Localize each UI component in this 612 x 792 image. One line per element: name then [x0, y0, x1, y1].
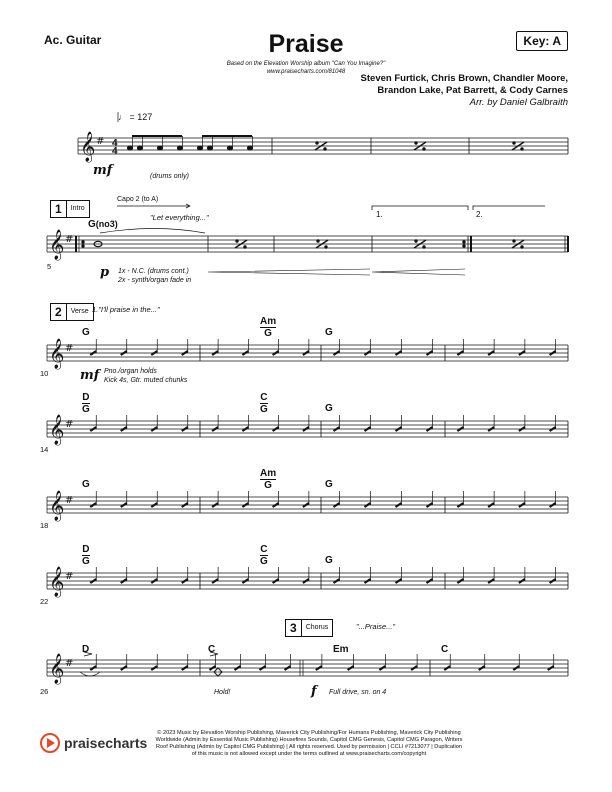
chorus-note: Full drive, sn. on 4 [329, 689, 387, 696]
time-signature-top: 4 [112, 138, 118, 149]
section-name: Chorus [302, 619, 334, 637]
second-ending-bracket [473, 206, 545, 210]
chorus-cue: "...Praise..." [356, 622, 396, 631]
chord-top: D [82, 544, 90, 555]
verse-chord [325, 404, 333, 414]
measure-number-26: 26 [40, 687, 49, 696]
crescendo-hairpin [372, 269, 465, 275]
section-name: Intro [67, 200, 90, 218]
notehead [227, 146, 232, 150]
dynamic-mf-1: mf [93, 163, 113, 178]
chord-top: D [82, 392, 90, 403]
repeat-dot [463, 245, 465, 247]
chord-bottom: G [82, 479, 90, 490]
treble-clef-icon: 𝄞 [49, 415, 65, 445]
verse-note-line-1: Pno./organ holds [104, 368, 157, 375]
play-logo-icon [40, 733, 60, 753]
verse-chord [82, 480, 90, 490]
notehead [207, 146, 212, 150]
chorus-chord-1: D [82, 644, 90, 655]
verse-chord [325, 556, 333, 566]
chord-top: Am [260, 468, 277, 479]
sharp-icon: # [65, 658, 74, 669]
chord-root: G [88, 219, 96, 230]
sharp-icon: # [65, 495, 74, 506]
chord-bottom: G [325, 403, 333, 414]
verse-chord [82, 393, 90, 415]
logo-text: praisecharts [64, 735, 148, 751]
praisecharts-logo[interactable] [40, 733, 147, 753]
section-verse [50, 303, 94, 321]
sharp-icon: # [65, 234, 74, 245]
hold-note: Hold! [214, 689, 231, 696]
chorus-chord-4: C [441, 644, 449, 655]
verse-chord [260, 317, 276, 339]
chord-bottom: G [264, 328, 272, 339]
verse-note [104, 368, 187, 385]
measure-number: 14 [40, 445, 49, 454]
measure-number: 18 [40, 521, 49, 530]
verse-chord [325, 328, 333, 338]
repeat-dot [463, 241, 465, 243]
first-ending-bracket [372, 206, 468, 210]
chorus-chord-2: C [208, 644, 216, 655]
composers-line-2: Brandon Lake, Pat Barrett, & Cody Carnes [377, 85, 568, 96]
measure-number-5: 5 [47, 262, 52, 271]
section-number: 1 [50, 200, 67, 218]
measure-number: 10 [40, 369, 49, 378]
drums-only-note: (drums only) [150, 173, 189, 180]
copyright-text: © 2023 Music by Elevation Worship Publishing, Maverick City Publishing/For Humans Publishing, Maverick City Publishing Worldwide (Admin by Essential Music Publishing) Housefires Sounds, Capitol CMG Genesis, Capitol CMG Paragon, Writers Roof Publishing (Admin by Capitol CMG Publishing) | All rights reserved. Used by permission | CCLI #7213077 | Duplication of this music is not allowed except under the terms outlined at www.praisecharts.com/copyright [155, 730, 463, 757]
verse-chord [260, 393, 268, 415]
treble-clef-icon: 𝄞 [49, 567, 65, 597]
section-name: Verse [67, 303, 94, 321]
treble-clef-icon: 𝄞 [49, 339, 65, 369]
treble-clef-icon: 𝄞 [49, 654, 65, 684]
dynamic-mf-2: mf [80, 368, 100, 383]
chord-bottom: G [325, 479, 333, 490]
verse-cue: 1."I'll praise in the..." [92, 305, 160, 314]
chord-top: Am [260, 316, 277, 327]
chord-top: C [260, 544, 268, 555]
chord-bottom: G [82, 327, 90, 338]
verse-chord [82, 328, 90, 338]
tempo-marking [118, 112, 152, 122]
song-title: Praise [268, 30, 344, 58]
second-ending-label: 2. [476, 210, 483, 219]
intro-chord [88, 219, 118, 230]
composers-line-1: Steven Furtick, Chris Brown, Chandler Moore, [360, 73, 568, 84]
chord-top: C [260, 392, 268, 403]
chord-bottom: G [260, 556, 268, 567]
chord-suffix: (no3) [95, 219, 118, 229]
dynamic-f: f [311, 684, 317, 699]
chord-bottom: G [82, 556, 90, 567]
intro-cue: "Let everything..." [150, 213, 209, 222]
section-number: 2 [50, 303, 67, 321]
sharp-icon: # [65, 419, 74, 430]
notehead [197, 146, 202, 150]
verse-note-line-2: Kick 4s, Gtr. muted chunks [104, 376, 188, 384]
dynamic-p: p [100, 265, 110, 280]
album-url: www.praisecharts.com/81048 [266, 69, 346, 75]
chord-bottom: G [260, 404, 268, 415]
treble-clef-icon: 𝄞 [80, 132, 96, 162]
repeat-dot [82, 241, 84, 243]
instrument-name: Ac. Guitar [44, 33, 102, 47]
section-intro [50, 200, 90, 218]
tie [80, 672, 100, 676]
treble-clef-icon: 𝄞 [49, 491, 65, 521]
measure-number: 22 [40, 597, 49, 606]
chord-bottom: G [264, 480, 272, 491]
album-line: Based on the Elevation Worship album "Can You Imagine?" [226, 61, 386, 67]
capo-marking: Capo 2 (to A) [117, 196, 159, 203]
repeat-dot [82, 245, 84, 247]
sharp-icon: # [65, 571, 74, 582]
first-ending-label: 1. [376, 210, 383, 219]
notehead [157, 146, 162, 150]
intro-note [118, 268, 191, 285]
notehead [127, 146, 132, 150]
crescendo-hairpin [208, 269, 370, 275]
treble-clef-icon: 𝄞 [49, 230, 65, 260]
notehead [177, 146, 182, 150]
time-signature-bottom: 4 [112, 146, 118, 157]
chord-bottom: G [325, 555, 333, 566]
key-badge: Key: A [516, 31, 568, 51]
verse-chord [260, 545, 268, 567]
notehead [247, 146, 252, 150]
sharp-icon: # [96, 136, 105, 147]
section-chorus [285, 619, 333, 637]
intro-note-line-1: 1x - N.C. (drums cont.) [118, 268, 189, 275]
sharp-icon: # [65, 343, 74, 354]
notehead [137, 146, 142, 150]
arranger: Arr. by Daniel Galbraith [469, 97, 568, 108]
verse-chord [260, 469, 276, 491]
chorus-chord-3: Em [333, 644, 349, 655]
section-number: 3 [285, 619, 302, 637]
chord-bottom: G [325, 327, 333, 338]
tempo-value: = 127 [129, 112, 153, 122]
verse-chord [325, 480, 333, 490]
intro-note-line-2: 2x - synth/organ fade in [118, 276, 192, 284]
chord-bottom: G [82, 404, 90, 415]
verse-chord [82, 545, 90, 567]
quarter-note-icon: ♩ [118, 112, 127, 122]
